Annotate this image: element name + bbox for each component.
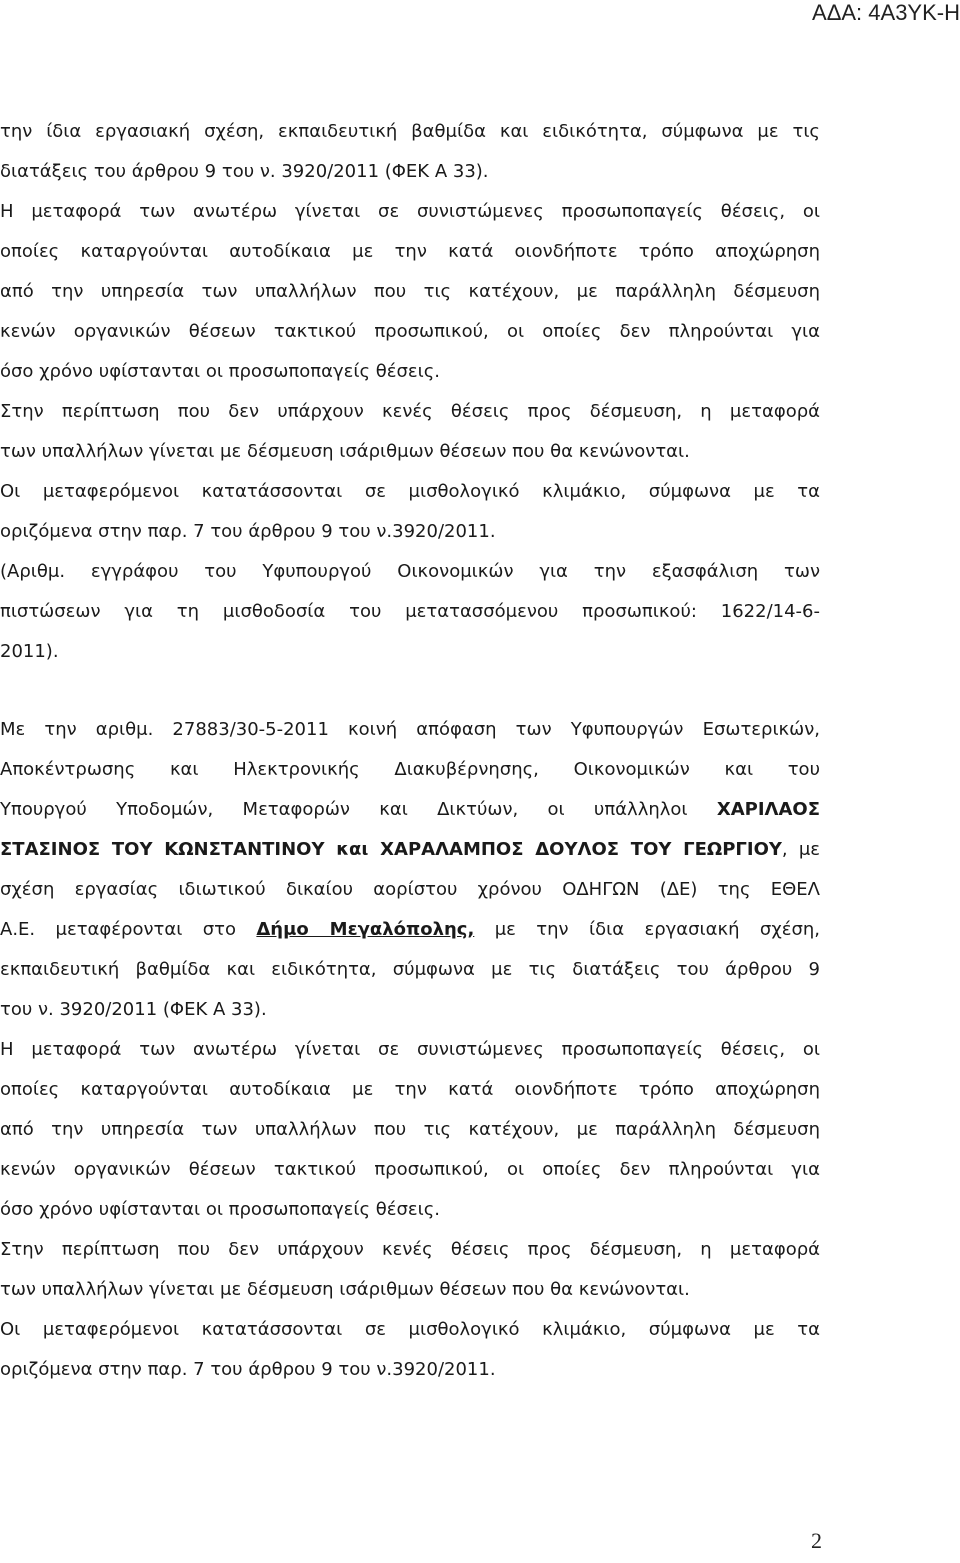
text-line: όσο χρόνο υφίστανται οι προσωποπαγείς θέσεις. — [0, 361, 440, 382]
text-line — [0, 790, 820, 830]
text-line: Αποκέντρωσης και Ηλεκτρονικής Διακυβέρνησης, Οικονομικών και του — [0, 759, 820, 780]
paragraph-gap — [0, 672, 820, 710]
text-line: σχέση εργασίας ιδιωτικού δικαίου αορίστου χρόνου ΟΔΗΓΩΝ (ΔΕ) της ΕΘΕΛ — [0, 879, 820, 900]
text-line: 2011). — [0, 641, 59, 662]
text-line: οποίες καταργούνται αυτοδίκαια με την κατά οιονδήποτε τρόπο αποχώρηση — [0, 1079, 820, 1100]
text-span: με την ίδια εργασιακή σχέση, — [474, 919, 820, 940]
employee-names: ΣΤΑΣΙΝΟΣ ΤΟΥ ΚΩΝΣΤΑΝΤΙΝΟΥ και ΧΑΡΑΛΑΜΠΟΣ ΔΟΥΛΟΣ ΤΟΥ ΓΕΩΡΓΙΟΥ — [0, 839, 782, 860]
text-line: των υπαλλήλων γίνεται με δέσμευση ισάριθμων θέσεων που θα κενώνονται. — [0, 441, 690, 462]
text-line — [0, 910, 820, 950]
text-span: Α.Ε. μεταφέρονται στο — [0, 919, 257, 940]
text-line: Στην περίπτωση που δεν υπάρχουν κενές θέσεις προς δέσμευση, η μεταφορά — [0, 401, 820, 422]
text-span: Υπουργού Υποδομών, Μεταφορών και Δικτύων, οι υπάλληλοι — [0, 799, 717, 820]
text-line: Οι μεταφερόμενοι κατατάσσονται σε μισθολογικό κλιμάκιο, σύμφωνα με τα — [0, 481, 820, 502]
text-line: οριζόμενα στην παρ. 7 του άρθρου 9 του ν.3920/2011. — [0, 521, 496, 542]
ada-code: ΑΔΑ: 4Α3ΥΚ-Η — [812, 0, 960, 25]
text-line: του ν. 3920/2011 (ΦΕΚ Α 33). — [0, 999, 267, 1020]
text-line: την ίδια εργασιακή σχέση, εκπαιδευτική βαθμίδα και ειδικότητα, σύμφωνα με τις — [0, 121, 820, 142]
page-number: 2 — [811, 1528, 822, 1553]
text-line: κενών οργανικών θέσεων τακτικού προσωπικού, οι οποίες δεν πληρούνται για — [0, 321, 820, 342]
text-line: από την υπηρεσία των υπαλλήλων που τις κατέχουν, με παράλληλη δέσμευση — [0, 281, 820, 302]
text-line: Με την αριθμ. 27883/30-5-2011 κοινή απόφαση των Υφυπουργών Εσωτερικών, — [0, 719, 820, 740]
municipality-name: Δήμο Μεγαλόπολης, — [256, 919, 475, 940]
text-span: , με — [781, 839, 821, 860]
text-line: Στην περίπτωση που δεν υπάρχουν κενές θέσεις προς δέσμευση, η μεταφορά — [0, 1239, 820, 1260]
document-body — [0, 112, 820, 1390]
text-line: οποίες καταργούνται αυτοδίκαια με την κατά οιονδήποτε τρόπο αποχώρηση — [0, 241, 820, 262]
text-line: Οι μεταφερόμενοι κατατάσσονται σε μισθολογικό κλιμάκιο, σύμφωνα με τα — [0, 1319, 820, 1340]
text-line: Η μεταφορά των ανωτέρω γίνεται σε συνιστώμενες προσωποπαγείς θέσεις, οι — [0, 1039, 820, 1060]
text-line: οριζόμενα στην παρ. 7 του άρθρου 9 του ν.3920/2011. — [0, 1359, 496, 1380]
text-line: διατάξεις του άρθρου 9 του ν. 3920/2011 (ΦΕΚ Α 33). — [0, 161, 489, 182]
text-line: εκπαιδευτική βαθμίδα και ειδικότητα, σύμφωνα με τις διατάξεις του άρθρου 9 — [0, 959, 820, 980]
text-line — [0, 830, 820, 870]
text-line: κενών οργανικών θέσεων τακτικού προσωπικού, οι οποίες δεν πληρούνται για — [0, 1159, 820, 1180]
text-line: πιστώσεων για τη μισθοδοσία του μετατασσόμενου προσωπικού: 1622/14-6- — [0, 601, 820, 622]
text-line: των υπαλλήλων γίνεται με δέσμευση ισάριθμων θέσεων που θα κενώνονται. — [0, 1279, 690, 1300]
text-line: όσο χρόνο υφίστανται οι προσωποπαγείς θέσεις. — [0, 1199, 440, 1220]
employee-name: ΧΑΡΙΛΑΟΣ — [716, 799, 820, 820]
text-line: (Αριθμ. εγγράφου του Υφυπουργού Οικονομικών για την εξασφάλιση των — [0, 561, 820, 582]
text-line: από την υπηρεσία των υπαλλήλων που τις κατέχουν, με παράλληλη δέσμευση — [0, 1119, 820, 1140]
text-line: Η μεταφορά των ανωτέρω γίνεται σε συνιστώμενες προσωποπαγείς θέσεις, οι — [0, 201, 820, 222]
